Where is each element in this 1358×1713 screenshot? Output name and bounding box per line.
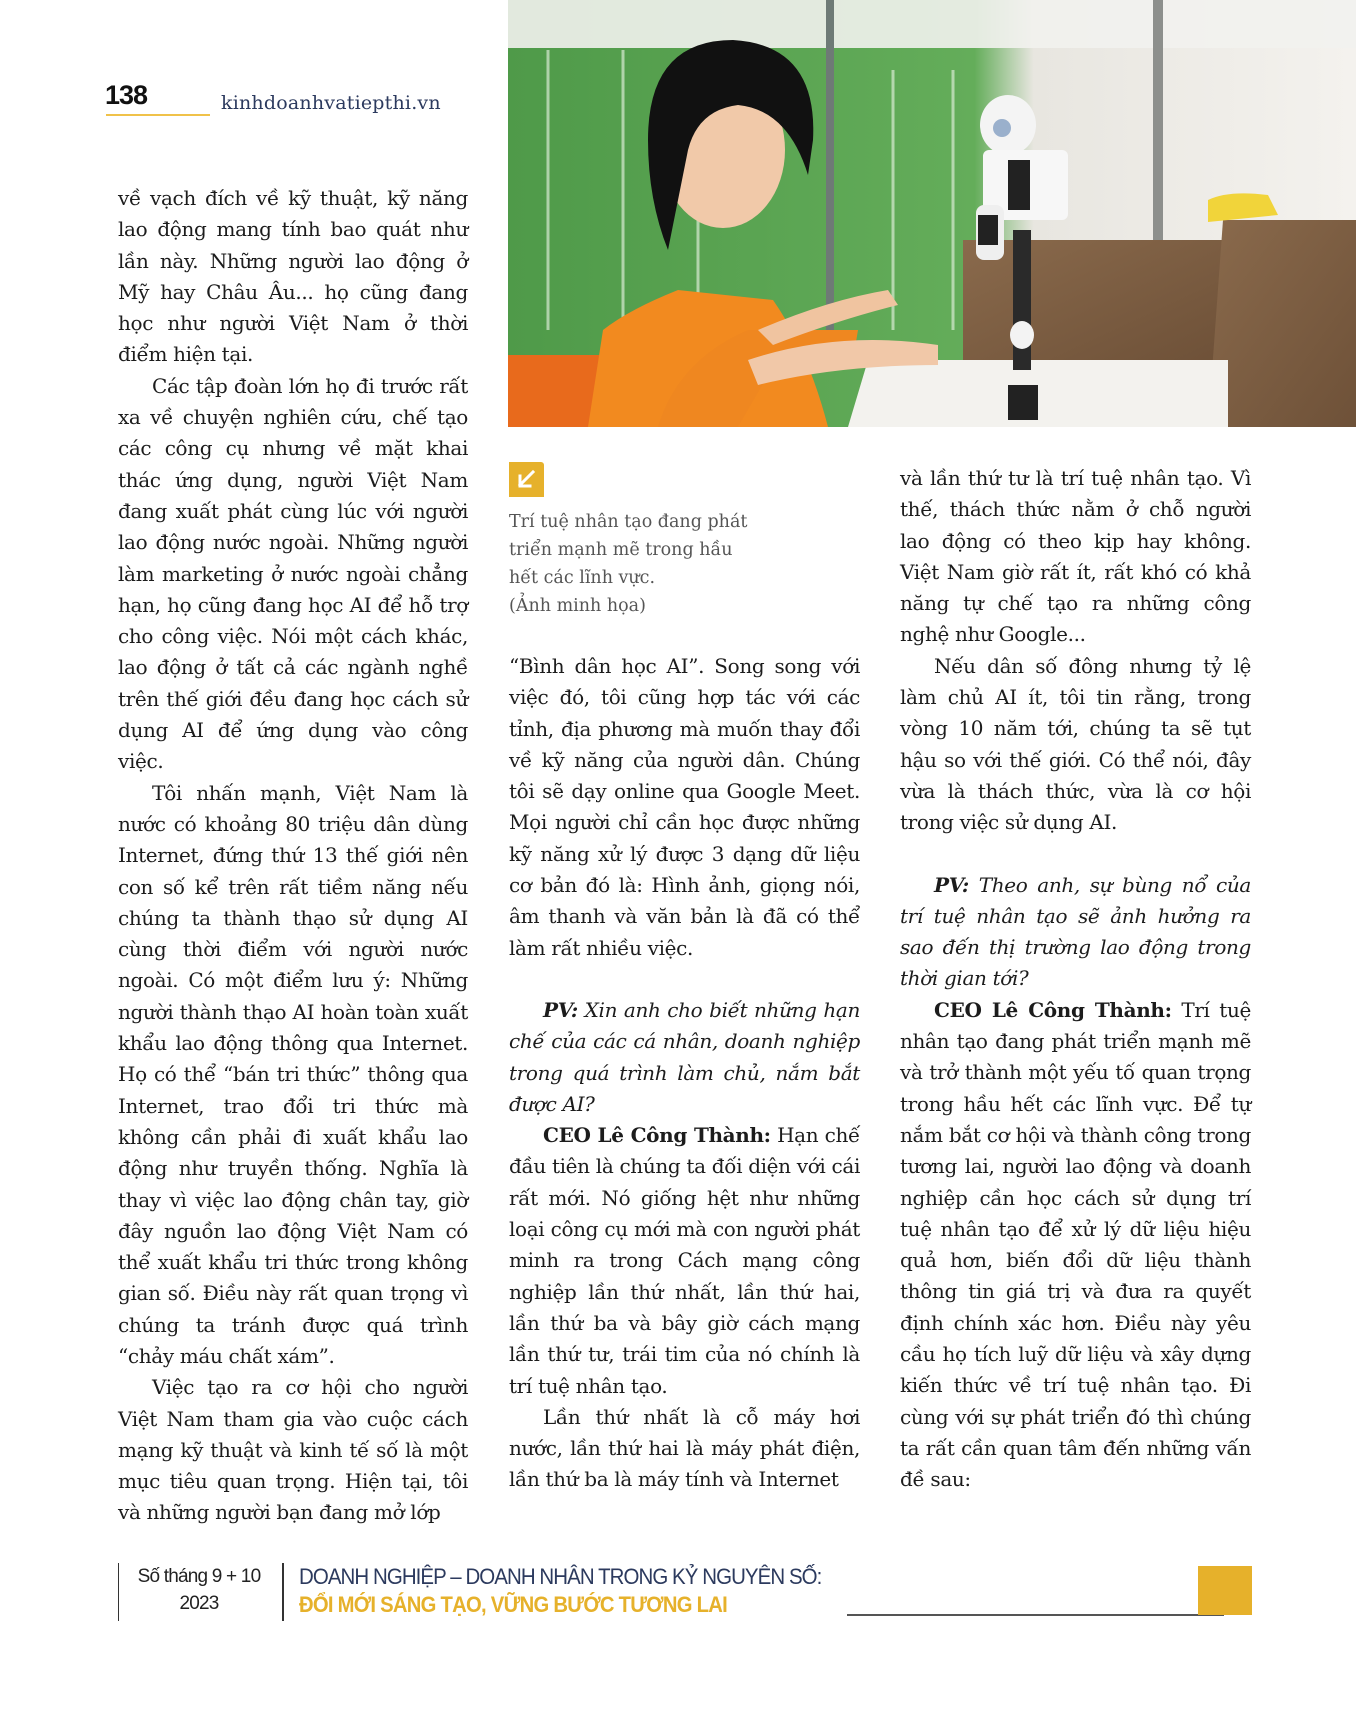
paragraph: Tôi nhấn mạnh, Việt Nam là nước có khoảng 80 triệu dân dùng Internet, đứng thứ 13 thế giới nên con số kể trên rất tiềm năng nếu chúng ta thành thạo sử dụng AI cùng thời điểm với người nước ngoài. Có một điểm lưu ý: Những người thành thạo AI hoàn toàn xuất khẩu lao động thông qua Internet. Họ có thể “bán tri thức” thông qua Internet, trao đổi tri thức mà không cần phải đi xuất khẩu lao động như truyền thống. Nghĩa là thay vì việc lao động chân tay, giờ đây nguồn lao động Việt Nam có thể xuất khẩu tri thức trong không gian số. Điều này rất quan trọng vì chúng ta tránh được quá trình “chảy máu chất xám”. (118, 780, 468, 1368)
paragraph: “Bình dân học AI”. Song song với việc đó, tôi cũng hợp tác với các tỉnh, địa phương mà muốn thay đổi về kỹ năng của người dân. Chúng tôi sẽ dạy online qua Google Meet. Mọi người chỉ cần học được những kỹ năng xử lý được 3 dạng dữ liệu cơ bản đó là: Hình ảnh, giọng nói, âm thanh và văn bản là đã có thể làm rất nhiều việc. (509, 654, 860, 960)
answer-speaker: CEO Lê Công Thành: (934, 997, 1172, 1022)
answer-text: Trí tuệ nhân tạo đang phát triển mạnh mẽ và trở thành một yếu tố quan trọng trong hầu hết các lĩnh vực. Để tự nắm bắt cơ hội và thành công trong tương lai, người lao động và doanh nghiệp cần học cách sử dụng trí tuệ nhân tạo để xử lý dữ liệu hiệu quả hơn, biến đổi dữ liệu thành thông tin giá trị và đưa ra quyết định chính xác hơn. Điều này yêu cầu họ tích luỹ dữ liệu và xây dựng kiến thức về trí tuệ nhân tạo. Đi cùng với sự phát triển đó thì chúng ta rất cần quan tâm đến những vấn đề sau: (900, 997, 1252, 1492)
footer-rule (847, 1614, 1224, 1616)
caption-line: hết các lĩnh vực. (509, 568, 656, 588)
answer-text: Hạn chế đầu tiên là chúng ta đối diện với cái rất mới. Nó giống hệt như những loại công cụ mới mà con người phát minh ra trong Cách mạng công nghiệp lần thứ nhất, lần thứ hai, lần thứ ba và bây giờ cách mạng lần thứ tư, trái tim của nó chính là trí tuệ nhân tạo. (509, 1123, 861, 1398)
question-label: PV: (934, 872, 969, 897)
interview-answer (900, 995, 1251, 1496)
interview-question (900, 870, 1251, 995)
page-number: 138 (105, 80, 148, 110)
question-label: PV: (543, 997, 578, 1022)
footer-accent-block (1198, 1566, 1252, 1615)
footer-section-title: DOANH NGHIỆP – DOANH NHÂN TRONG KỶ NGUYÊN SỐ: (299, 1564, 822, 1589)
answer-speaker: CEO Lê Công Thành: (543, 1123, 771, 1148)
caption-line: Trí tuệ nhân tạo đang phát (509, 512, 748, 532)
paragraph: Việc tạo ra cơ hội cho người Việt Nam tham gia vào cuộc cách mạng kỹ thuật và kinh tế số là một mục tiêu quan trọng. Hiện tại, tôi và những người bạn đang mở lớp (118, 1375, 468, 1525)
caption-line: (Ảnh minh họa) (509, 596, 646, 616)
paragraph: Nếu dân số đông nhưng tỷ lệ làm chủ AI ít, tôi tin rằng, trong vòng 10 năm tới, chúng ta sẽ tụt hậu so với thế giới. Có thể nói, đây vừa là thách thức, vừa là cơ hội trong việc sử dụng AI. (900, 653, 1251, 835)
article-column-2 (509, 651, 860, 1496)
photo-illustration (508, 0, 1356, 427)
article-column-1 (118, 183, 468, 1529)
paragraph: và lần thứ tư là trí tuệ nhân tạo. Vì thế, thách thức nằm ở chỗ người lao động có theo kịp hay không. Việt Nam giờ rất ít, rất khó có khả năng tự chế tạo ra những công nghệ như Google... (900, 466, 1251, 647)
article-photo (508, 0, 1356, 427)
paragraph: Lần thứ nhất là cỗ máy hơi nước, lần thứ hai là máy phát điện, lần thứ ba là máy tính và Internet (509, 1404, 860, 1492)
photo-caption (509, 508, 779, 620)
paragraph: Các tập đoàn lớn họ đi trước rất xa về chuyện nghiên cứu, chế tạo các công cụ nhưng về mặt khai thác ứng dụng, người Việt Nam đang xuất phát cùng lúc với người lao động nước ngoài. Những người làm marketing ở nước ngoài chẳng hạn, họ cũng đang học AI để hỗ trợ cho công việc. Nói một cách khác, lao động ở tất cả các ngành nghề trên thế giới đều đang học cách sử dụng AI để ứng dụng vào công việc. (118, 373, 468, 774)
caption-line: triển mạnh mẽ trong hầu (509, 540, 733, 560)
issue-number: Số tháng 9 + 10 (137, 1566, 261, 1587)
question-text: Theo anh, sự bùng nổ của trí tuệ nhân tạo sẽ ảnh hưởng ra sao đến thị trường lao động trong thời gian tới? (900, 872, 1251, 991)
article-column-3 (900, 463, 1251, 1496)
footer-divider (282, 1563, 284, 1621)
site-url: kinhdoanhvatiepthi.vn (221, 92, 441, 114)
interview-question (509, 995, 860, 1120)
footer-section-subtitle: ĐỔI MỚI SÁNG TẠO, VỮNG BƯỚC TƯƠNG LAI (299, 1592, 728, 1617)
issue-info (118, 1563, 279, 1621)
paragraph: về vạch đích về kỹ thuật, kỹ năng lao động mang tính bao quát như lần này. Những người lao động ở Mỹ hay Châu Âu... họ cũng đang học như người Việt Nam ở thời điểm hiện tại. (118, 186, 468, 367)
question-text: Xin anh cho biết những hạn chế của các cá nhân, doanh nghiệp trong quá trình làm chủ, nắm bắt được AI? (509, 997, 860, 1116)
arrow-down-left-icon (509, 462, 544, 497)
issue-year: 2023 (179, 1593, 219, 1614)
page-number-underline (106, 114, 210, 116)
interview-answer (509, 1120, 860, 1402)
